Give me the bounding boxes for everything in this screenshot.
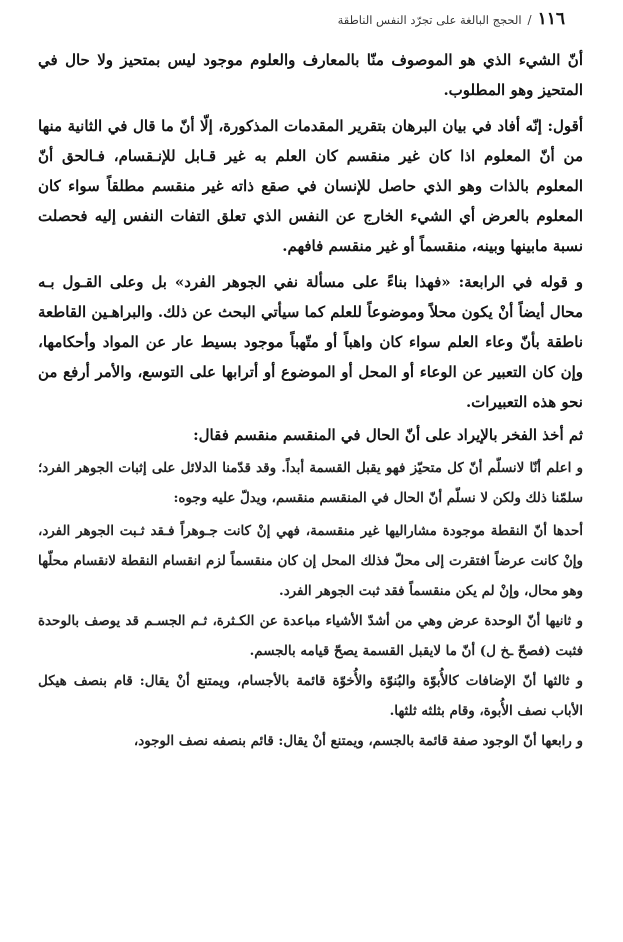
page-header <box>0 9 565 33</box>
page-body <box>38 45 583 756</box>
quote-paragraph-fourth: و رابعها أنّ الوجود صفة قائمة بالجسم، ويمتنع أنْ يقال: قائم بنصفه نصف الوجود، <box>133 733 583 749</box>
quote-paragraph-i: و اعلم أنّا لانسلّم أنّ كل متحيّز فهو يقبل القسمة أبداً. وقد قدّمنا الدلائل على إثبات الجوهر الفرد؛ سلمّنا ذلك ولكن لا نسلّم أنّ الحال في المنقسم منقسم، ويدلّ عليه وجوه: <box>38 460 583 506</box>
quote-paragraph-first: أحدها أنّ النقطة موجودة مشاراليها غير منقسمة، فهي إنْ كانت جـوهراً فـقد ثـبت الجوهر الفرد، وإنْ كانت عرضاً افتقرت إلى محلّ فذلك المحل إن كان منقسماً لزم انقسام النقطة لانقسام محلّها وهو محال، وإنْ لم يكن منقسماً فقد ثبت الجوهر الفرد. <box>38 523 583 599</box>
quote-paragraph-third: و ثالثها أنّ الإضافات كالأُبوّة والبُنوّة والأُخوّة قائمة بالأجسام، ويمتنع أنْ يقال: قام بنصف هيكل الأباب نصف الأُبوة، وقام بثلثه ثلثها. <box>38 673 583 719</box>
page-number: ١١٦ <box>537 9 565 29</box>
quote-paragraph-second: و ثانيها أنّ الوحدة عرض وهي من أشدّ الأشياء مباعدة عن الكـثرة، ثـم الجسـم قد يوصف بالوحدة فثبت (فصحّ ـخ ل) أنّ ما لايقبل القسمة يصحّ قيامه بالجسم. <box>38 613 583 659</box>
paragraph-aqul: أقول: إنّه أفاد في بيان البرهان بتقرير المقدمات المذكورة، إلّا أنّ ما قال في الثانية منها من أنّ المعلوم اذا كان غير منقسم كان العلم به غير قـابل للإنـقسام، فـالحق أنّ المعلوم بالذات وهو الذي حاصل للإنسان في صقع ذاته غير منقسم مطلقاً سواء كان المعلوم بالعرض أي الشيء الخارج عن النفس الذي تعلق التفات النفس إليه فحصلت نسبة مابينها وبينه، منقسماً أو غير منقسم فافهم. <box>38 117 583 255</box>
header-separator: / <box>527 13 532 27</box>
running-title: الحجج البالغة على تجرّد النفس الناطقة <box>337 13 522 27</box>
paragraph-conclusion: أنّ الشيء الذي هو الموصوف منّا بالمعارف والعلوم موجود ليس بمتحيز ولا حال في المتحيز وهو المطلوب. <box>38 51 583 99</box>
paragraph-fourth-premise: و قوله في الرابعة: «فهذا بناءً على مسألة نفي الجوهر الفرد» بل وعلى القـول بـه محال أيضاً أنْ يكون محلاً وموضوعاً للعلم كما سيأتي البحث عن ذلك. والبراهـين القاطعة ناطقة بأنّ وعاء العلم سواء كان واهباً أو متّهباً موجود بسيط عار عن المواد وأحكامها، وإن كان التعبير عن الوعاء أو المحل أو الموضوع أو أترابها على التوسع، والأمر أرفع من نحو هذه التعبيرات. <box>38 273 583 411</box>
paragraph-fakhr-intro: ثم أخذ الفخر بالإيراد على أنّ الحال في المنقسم منقسم فقال: <box>193 426 583 444</box>
